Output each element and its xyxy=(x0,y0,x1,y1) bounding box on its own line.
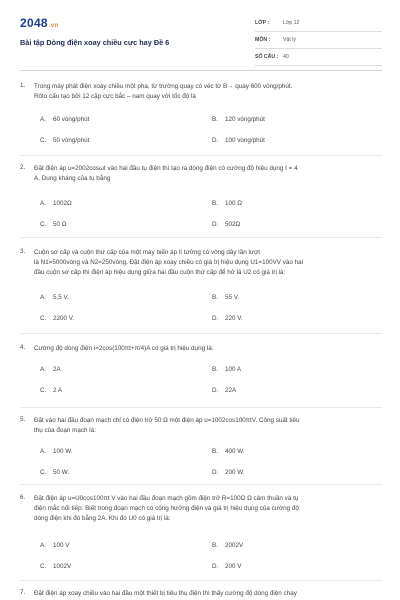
option-a[interactable] xyxy=(40,366,61,373)
option-b[interactable] xyxy=(212,448,245,455)
option-text: 502Ω xyxy=(225,221,241,228)
logo-suffix: .vn xyxy=(48,23,59,29)
question-text xyxy=(34,416,380,436)
option-d[interactable] xyxy=(212,221,240,228)
option-letter: D. xyxy=(212,387,219,394)
option-c[interactable] xyxy=(40,387,62,394)
meta-value: 40 xyxy=(283,54,289,60)
option-letter: D. xyxy=(212,315,219,322)
option-text: 2002V xyxy=(225,542,244,549)
document-title: Bài tập Dòng điện xoay chiều cực hay Đề 6 xyxy=(20,38,170,47)
question-text xyxy=(34,344,380,354)
question-1 xyxy=(20,82,382,142)
document-meta xyxy=(255,18,382,69)
question-line: A. Dung kháng của tụ bằng xyxy=(34,175,111,182)
option-d[interactable] xyxy=(212,563,241,570)
question-line: Cường độ dòng điện i=2cos(100πt+π/4)A có giá trị hiệu dụng là: xyxy=(34,345,214,352)
question-line: thụ của đoạn mạch là: xyxy=(34,427,96,434)
question-line: Rôto cấu tạo bởi 12 cặp cực bắc – nam quay với tốc độ là xyxy=(34,93,196,100)
option-text: 200 W. xyxy=(225,469,245,476)
question-line: Đặt điện áp u=2002cosωt vào hai đầu tụ điện thì tạo ra dòng điện có cường độ hiệu dụng I = 4 xyxy=(34,165,298,172)
option-b[interactable] xyxy=(212,542,243,549)
site-logo[interactable] xyxy=(20,16,58,30)
question-number: 3. xyxy=(20,248,26,255)
option-text: 5,5 V. xyxy=(53,294,69,301)
option-text: 50 W. xyxy=(53,469,70,476)
option-letter: C. xyxy=(40,563,47,570)
option-letter: C. xyxy=(40,469,47,476)
option-letter: B. xyxy=(212,200,218,207)
question-text xyxy=(34,82,380,102)
logo-text: 2048 xyxy=(20,16,48,30)
question-number: 4. xyxy=(20,344,26,351)
option-a[interactable] xyxy=(40,448,73,455)
option-letter: A. xyxy=(40,366,46,373)
question-number: 7. xyxy=(20,589,26,596)
document-header xyxy=(20,14,382,64)
option-a[interactable] xyxy=(40,116,89,123)
meta-row-question-count xyxy=(255,52,382,66)
option-b[interactable] xyxy=(212,294,239,301)
meta-label: LỚP : xyxy=(255,20,270,26)
question-number: 1. xyxy=(20,82,26,89)
option-text: 1002Ω xyxy=(53,200,72,207)
option-c[interactable] xyxy=(40,563,71,570)
option-c[interactable] xyxy=(40,315,74,322)
question-line: Đặt điện áp xoay chiều vào hai đầu một thiết bị tiêu thụ điện thì thấy cường độ dòng điện chạy xyxy=(34,590,297,597)
option-text: 2200 V. xyxy=(53,315,75,322)
option-text: 100 Ω xyxy=(225,200,242,207)
option-letter: B. xyxy=(212,366,218,373)
option-letter: C. xyxy=(40,137,47,144)
question-text xyxy=(34,164,380,184)
option-text: 60 vòng/phút xyxy=(53,116,90,123)
option-text: 55 V. xyxy=(225,294,240,301)
option-letter: C. xyxy=(40,315,47,322)
question-separator xyxy=(20,333,382,334)
meta-row-class xyxy=(255,18,382,32)
question-4 xyxy=(20,344,382,402)
option-text: 400 W. xyxy=(225,448,245,455)
option-letter: B. xyxy=(212,542,218,549)
option-letter: B. xyxy=(212,294,218,301)
meta-row-subject xyxy=(255,35,382,49)
question-7 xyxy=(20,589,382,600)
question-3 xyxy=(20,248,382,330)
option-letter: B. xyxy=(212,448,218,455)
question-text xyxy=(34,589,380,599)
question-number: 2. xyxy=(20,164,26,171)
option-a[interactable] xyxy=(40,542,69,549)
option-letter: D. xyxy=(212,137,219,144)
question-line: Đặt điện áp u=U0cos100πt V vào hai đầu đoạn mạch gồm điện trở R=100Ω Ω cảm thuần và tụ xyxy=(34,495,299,502)
option-c[interactable] xyxy=(40,469,69,476)
option-text: 100 W. xyxy=(53,448,73,455)
option-text: 1002V xyxy=(53,563,72,570)
option-text: 200 V xyxy=(225,563,242,570)
option-letter: A. xyxy=(40,200,46,207)
option-c[interactable] xyxy=(40,221,66,228)
meta-value: Lớp 12 xyxy=(283,20,300,26)
option-text: 2A xyxy=(53,366,61,373)
option-text: 22A xyxy=(225,387,237,394)
option-letter: A. xyxy=(40,448,46,455)
meta-value: Vật lý xyxy=(283,37,296,43)
question-text xyxy=(34,494,380,524)
option-d[interactable] xyxy=(212,315,243,322)
option-text: 100 vòng/phút xyxy=(225,137,265,144)
question-number: 5. xyxy=(20,416,26,423)
question-number: 6. xyxy=(20,494,26,501)
header-divider xyxy=(20,70,382,71)
option-text: 100 A xyxy=(225,366,242,373)
question-line: là N1=5000vòng và N2=250vòng. Đặt điện áp xoay chiều có giá trị hiệu dụng U1=100VV vào hai xyxy=(34,259,304,266)
question-line: Trong máy phát điện xoay chiều một pha, từ trường quay có véc tơ B→ quay 600 vòng/phút. xyxy=(34,83,293,90)
question-separator xyxy=(20,407,382,408)
question-line: dòng điện khi đó bằng 2A. Khi đó U0 có giá trị là: xyxy=(34,515,171,522)
option-d[interactable] xyxy=(212,387,236,394)
option-letter: B. xyxy=(212,116,218,123)
option-text: 50 Ω xyxy=(53,221,67,228)
option-b[interactable] xyxy=(212,200,242,207)
option-letter: C. xyxy=(40,387,47,394)
meta-label: MÔN : xyxy=(255,37,271,43)
option-letter: A. xyxy=(40,294,46,301)
question-line: Cuộn sơ cấp và cuộn thứ cấp của một máy biến áp lí tưởng có vòng dây lần lượt xyxy=(34,249,260,256)
option-text: 50 vòng/phút xyxy=(53,137,90,144)
option-letter: C. xyxy=(40,221,47,228)
option-d[interactable] xyxy=(212,469,245,476)
question-separator xyxy=(20,237,382,238)
question-6 xyxy=(20,494,382,578)
question-2 xyxy=(20,164,382,228)
option-text: 120 vòng/phút xyxy=(225,116,265,123)
option-b[interactable] xyxy=(212,116,265,123)
option-letter: D. xyxy=(212,221,219,228)
question-separator xyxy=(20,580,382,581)
option-letter: A. xyxy=(40,116,46,123)
question-5 xyxy=(20,416,382,478)
option-letter: D. xyxy=(212,469,219,476)
option-text: 220 V. xyxy=(225,315,243,322)
option-letter: A. xyxy=(40,542,46,549)
meta-label: SỐ CÂU : xyxy=(255,54,279,60)
question-line: đầu cuộn sơ cấp thì điện áp hiệu dụng giữa hai đầu cuộn thứ cấp để hở là U2 có giá trị là: xyxy=(34,269,286,276)
option-text: 100 V xyxy=(53,542,70,549)
option-d[interactable] xyxy=(212,137,265,144)
question-text xyxy=(34,248,380,278)
question-separator xyxy=(20,484,382,485)
question-line: điện mắc nối tiếp. Biết trong đoạn mạch có cộng hưởng điện và giá trị hiệu dụng của cường độ xyxy=(34,505,299,512)
option-c[interactable] xyxy=(40,137,89,144)
option-text: 2 A xyxy=(53,387,63,394)
question-line: Đặt vào hai đầu đoạn mạch chỉ có điện trở 50 Ω một điện áp u=1002cos100πtV. Công suất tiêu xyxy=(34,417,300,424)
option-a[interactable] xyxy=(40,294,69,301)
option-letter: D. xyxy=(212,563,219,570)
option-b[interactable] xyxy=(212,366,241,373)
option-a[interactable] xyxy=(40,200,72,207)
question-separator xyxy=(20,155,382,156)
